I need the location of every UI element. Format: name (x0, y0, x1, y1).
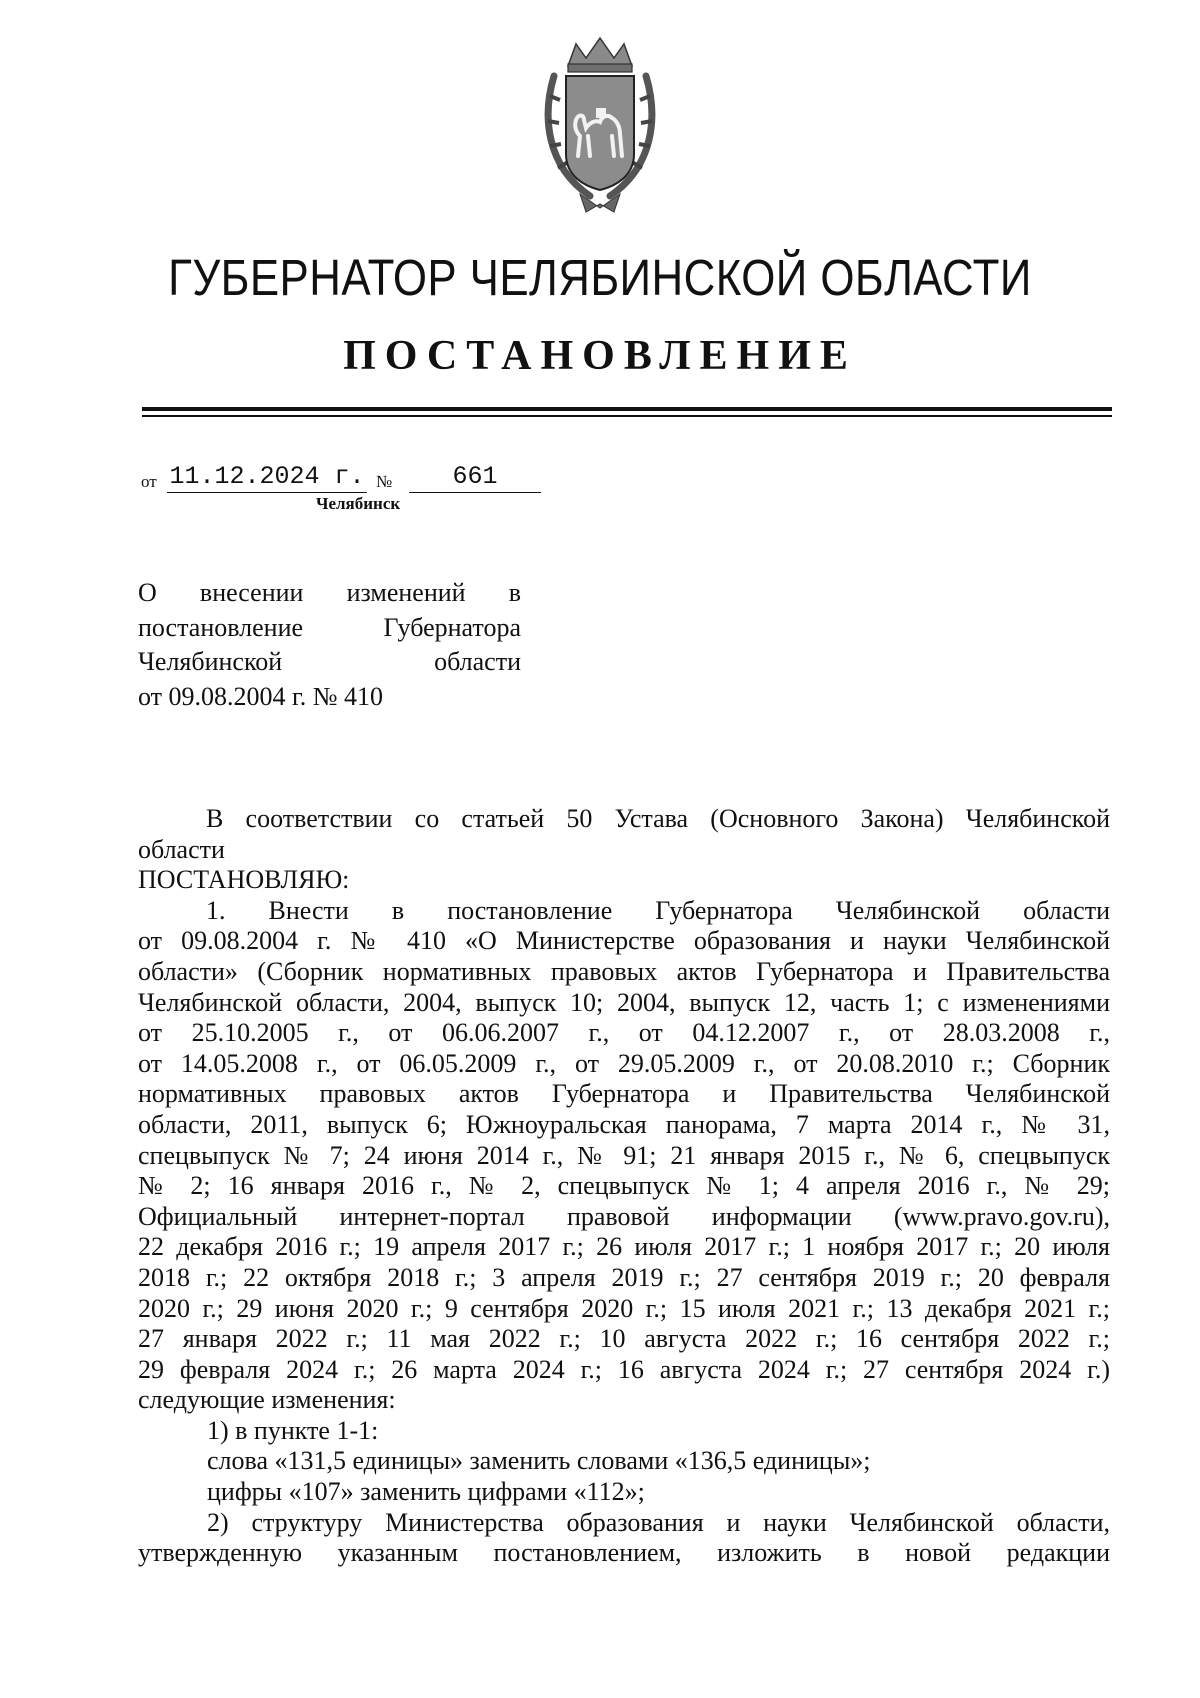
document-type: ПОСТАНОВЛЕНИЕ (343, 333, 857, 379)
body-line: от 14.05.2008 г., от 06.05.2009 г., от 29.05.2009 г., от 20.08.2010 г.; Сборник (138, 1048, 1110, 1078)
body-line: от 09.08.2004 г. № 410 «О Министерстве образования и науки Челябинской (138, 926, 1110, 956)
document-subject (138, 576, 521, 714)
body-line: 2018 г.; 22 октября 2018 г.; 3 апреля 2019 г.; 27 сентября 2019 г.; 20 февраля (138, 1262, 1110, 1292)
body-line: № 2; 16 января 2016 г., № 2, спецвыпуск № 1; 4 апреля 2016 г., № 29; (138, 1171, 1110, 1201)
body-line: 22 декабря 2016 г.; 19 апреля 2017 г.; 26 июля 2017 г.; 1 ноября 2017 г.; 20 июля (138, 1232, 1110, 1262)
body-line: В соответствии со статьей 50 Устава (Основного Закона) Челябинской (206, 804, 1110, 833)
issuer-title: ГУБЕРНАТОР ЧЕЛЯБИНСКОЙ ОБЛАСТИ (168, 249, 1032, 306)
date-prefix: от (141, 472, 157, 491)
subject-line: постановление Губернатора (138, 612, 521, 642)
body-line: Официальный интернет-портал правовой информации (www.pravo.gov.ru), (138, 1201, 1110, 1231)
body-line: от 25.10.2005 г., от 06.06.2007 г., от 04.12.2007 г., от 28.03.2008 г., (138, 1018, 1110, 1048)
document-date: 11.12.2024 г. (167, 462, 367, 493)
body-line: области» (Сборник нормативных правовых актов Губернатора и Правительства (138, 956, 1110, 986)
number-prefix: № (376, 472, 393, 491)
decree-keyword: ПОСТАНОВЛЯЮ: (138, 865, 350, 895)
city-label: Челябинск (316, 494, 401, 513)
subject-line: О внесении изменений в (138, 578, 521, 607)
coat-of-arms-icon (540, 36, 660, 216)
body-line: 29 февраля 2024 г.; 26 марта 2024 г.; 16 августа 2024 г.; 27 сентября 2024 г.) (138, 1354, 1110, 1384)
body-line: 1. Внести в постановление Губернатора Челябинской области (206, 895, 1110, 925)
header-divider-thick (142, 407, 1112, 411)
body-line: следующие изменения: (138, 1385, 396, 1415)
body-line: 2020 г.; 29 июня 2020 г.; 9 сентября 2020 г.; 15 июля 2021 г.; 13 декабря 2021 г.; (138, 1293, 1110, 1323)
body-line: спецвыпуск № 7; 24 июня 2014 г., № 91; 21 января 2015 г., № 6, спецвыпуск (138, 1140, 1110, 1170)
document-number: 661 (409, 462, 541, 493)
body-line: 2) структуру Министерства образования и науки Челябинской области, (207, 1507, 1110, 1537)
body-line: Челябинской области, 2004, выпуск 10; 2004, выпуск 12, часть 1; с изменениями (138, 987, 1110, 1017)
body-line: нормативных правовых актов Губернатора и Правительства Челябинской (138, 1079, 1110, 1109)
body-line: области (138, 834, 225, 864)
body-line: 1) в пункте 1-1: (207, 1415, 379, 1445)
body-line: цифры «107» заменить цифрами «112»; (207, 1477, 645, 1507)
document-body (138, 804, 1110, 1569)
header-divider-thin (142, 415, 1112, 417)
body-line: 27 января 2022 г.; 11 мая 2022 г.; 10 августа 2022 г.; 16 сентября 2022 г.; (138, 1324, 1110, 1354)
subject-line: от 09.08.2004 г. № 410 (138, 681, 384, 711)
body-line: утвержденную указанным постановлением, изложить в новой редакции (138, 1538, 1110, 1568)
subject-line: Челябинской области (138, 647, 521, 676)
body-line: области, 2011, выпуск 6; Южноуральская панорама, 7 марта 2014 г., № 31, (138, 1109, 1110, 1139)
body-line: слова «131,5 единицы» заменить словами «136,5 единицы»; (207, 1446, 871, 1476)
